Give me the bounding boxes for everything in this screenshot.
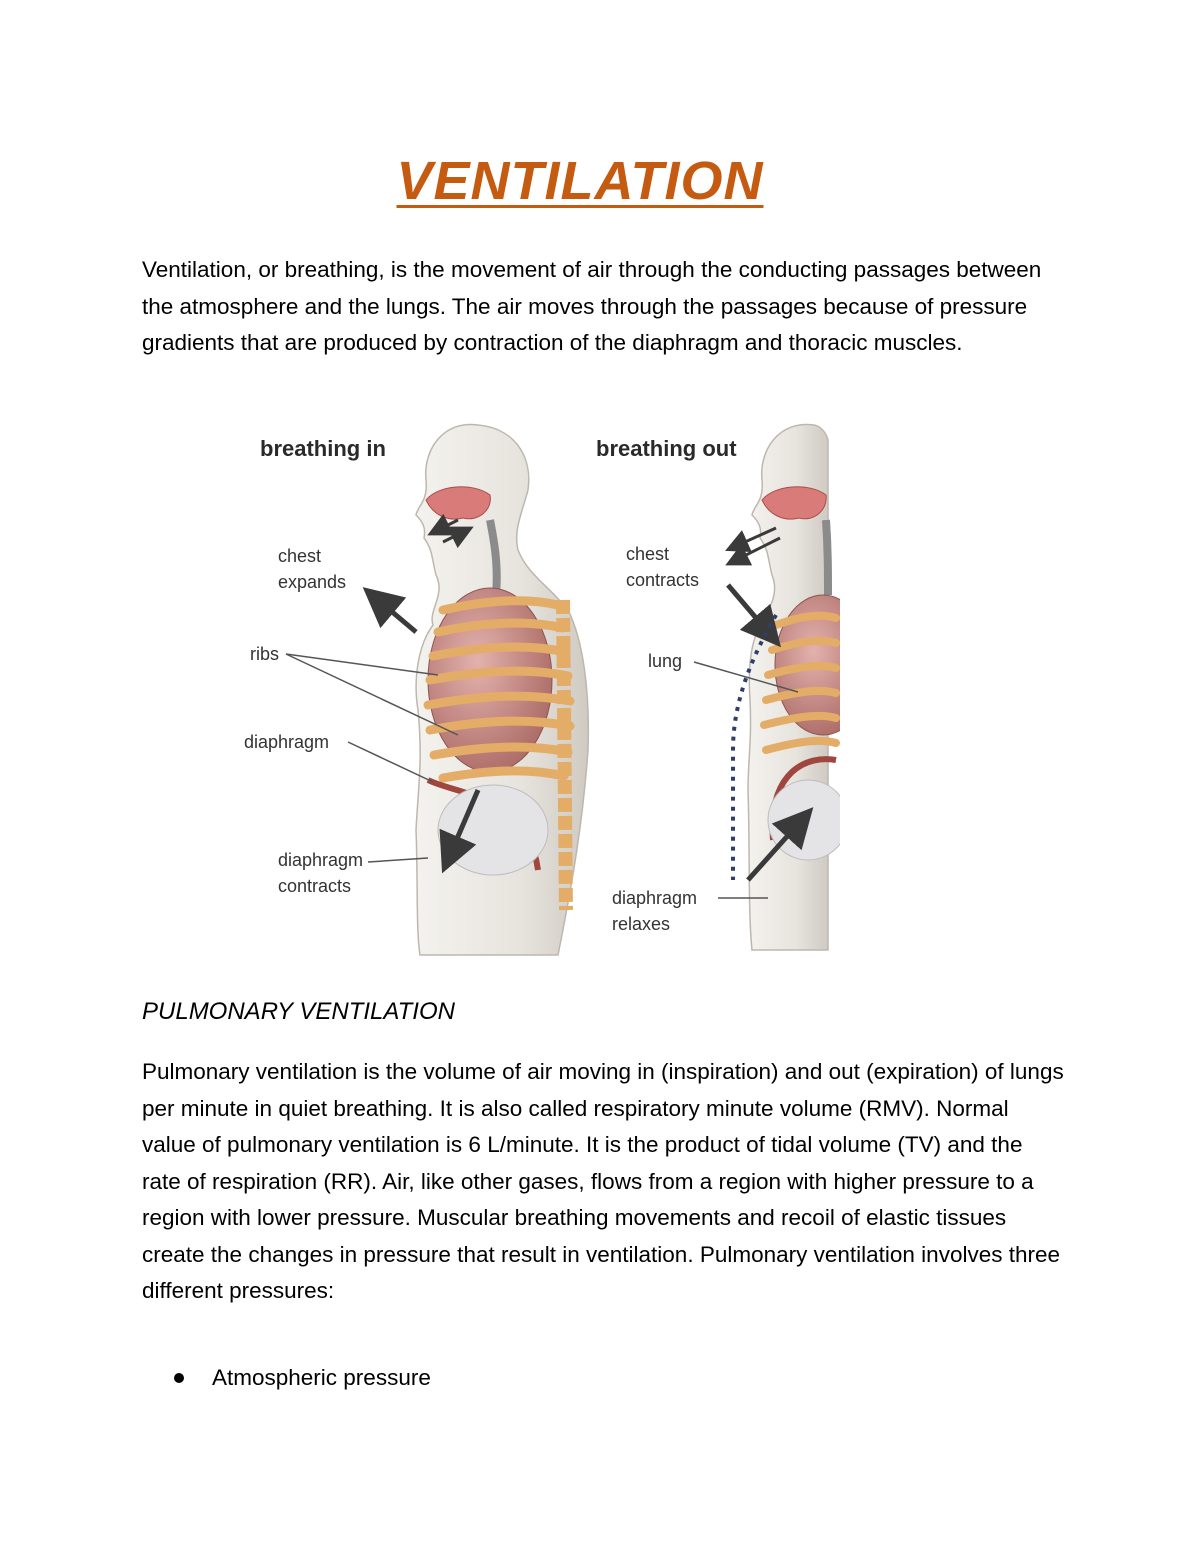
bullet-list: [142, 1360, 431, 1396]
breathing-diagram: [228, 410, 840, 970]
label-diaphragm-relaxes-1: diaphragm: [612, 888, 698, 908]
intro-paragraph: Ventilation, or breathing, is the movement of air through the conducting passages between the atmosphere and the lungs. The air moves through the passages because of pressure gradients that are produced by contraction of the diaphragm and thoracic muscles.: [142, 257, 1042, 355]
label-lung: lung: [648, 651, 683, 671]
figure-breathing-in: [244, 424, 588, 955]
list-item: [142, 1360, 431, 1396]
bullet-dot-icon: [174, 1373, 184, 1383]
page-title: VENTILATION: [396, 151, 764, 211]
spine-left: [563, 600, 566, 910]
breathing-diagram-svg: [228, 410, 840, 970]
right-heading: breathing out: [596, 436, 737, 461]
label-diaphragm-contracts-1: diaphragm: [278, 850, 364, 870]
list-item-text: Atmospheric pressure: [212, 1365, 431, 1390]
abdomen-left: [438, 785, 548, 875]
left-heading: breathing in: [260, 436, 386, 461]
label-chest-right: chest: [626, 544, 670, 564]
pulmonary-paragraph: Pulmonary ventilation is the volume of air moving in (inspiration) and out (expiration) of lungs per minute in quiet breathing. It is also called respiratory minute volume (RMV). Normal value of pulmonary ventilation is 6 L/minute. It is the product of tidal volume (TV) and the rate of respiration (RR). Air, like other gases, flows from a region with higher pressure to a region with lower pressure. Muscular breathing movements and recoil of elastic tissues create the changes in pressure that result in ventilation. Pulmonary ventilation involves three different pressures:: [142, 1059, 1064, 1303]
trachea-right: [826, 520, 828, 595]
figure-breathing-out: [596, 424, 840, 950]
label-diaphragm-contracts-2: contracts: [278, 876, 352, 896]
page-title-wrap: [0, 150, 1160, 212]
label-chest: chest: [278, 546, 322, 566]
label-diaphragm: diaphragm: [244, 732, 330, 752]
label-expands: expands: [278, 572, 347, 592]
label-diaphragm-relaxes-2: relaxes: [612, 914, 671, 934]
label-contracts-right: contracts: [626, 570, 700, 590]
label-ribs: ribs: [250, 644, 280, 664]
section-heading: PULMONARY VENTILATION: [142, 998, 455, 1025]
